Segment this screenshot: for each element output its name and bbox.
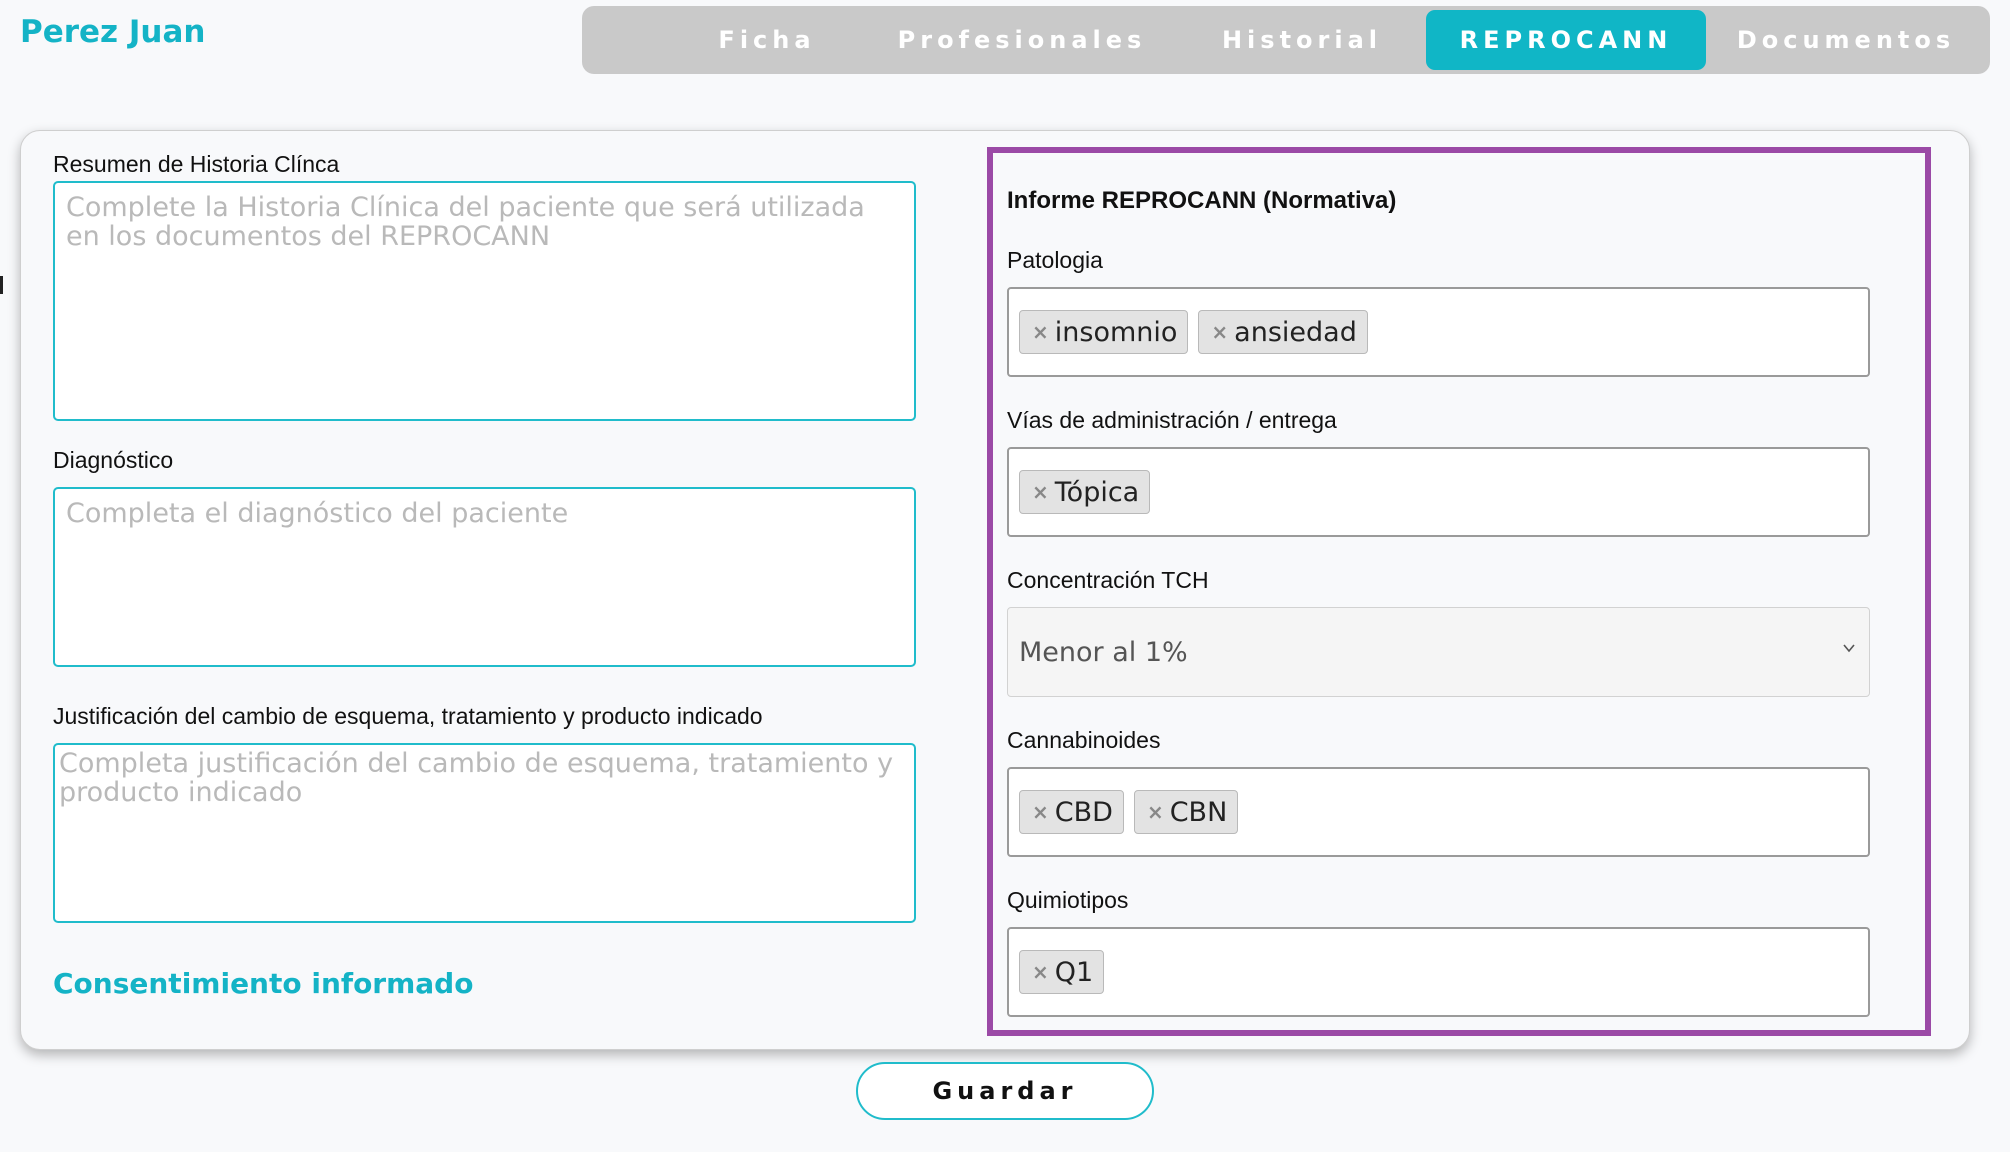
vias-tag-input[interactable] (1007, 447, 1870, 537)
tag-chip (1198, 310, 1367, 354)
quimiotipos-label: Quimiotipos (1007, 887, 1129, 913)
concentracion-label: Concentración TCH (1007, 567, 1209, 593)
tag-label: Q1 (1054, 956, 1094, 988)
chevron-down-icon (1843, 642, 1855, 654)
tab-historial[interactable]: Historial (1221, 26, 1383, 54)
close-icon[interactable]: × (1032, 800, 1049, 824)
quimiotipos-tag-input[interactable] (1007, 927, 1870, 1017)
tag-label: ansiedad (1234, 316, 1357, 348)
justificacion-label: Justificación del cambio de esquema, tratamiento y producto indicado (53, 703, 763, 729)
tag-chip (1134, 790, 1238, 834)
justificacion-textarea[interactable]: Completa justificación del cambio de esquema, tratamiento y producto indicado (53, 743, 916, 923)
tag-label: CBD (1054, 796, 1113, 828)
close-icon[interactable]: × (1146, 800, 1164, 824)
tab-bar (582, 6, 1990, 74)
tag-label: Tópica (1054, 476, 1140, 508)
cannabinoides-tag-input[interactable] (1007, 767, 1870, 857)
patient-name: Perez Juan (20, 14, 206, 50)
tag-label: insomnio (1054, 316, 1178, 348)
tag-chip (1019, 470, 1150, 514)
concentracion-select[interactable] (1007, 607, 1870, 697)
cannabinoides-label: Cannabinoides (1007, 727, 1161, 753)
diagnostico-textarea[interactable]: Completa el diagnóstico del paciente (53, 487, 916, 667)
historia-label: Resumen de Historia Clínca (53, 151, 340, 177)
save-button[interactable]: Guardar (856, 1062, 1154, 1120)
tab-documentos[interactable]: Documentos (1736, 26, 1956, 54)
tab-reprocann[interactable]: REPROCANN (1426, 10, 1706, 70)
panel-title: Informe REPROCANN (Normativa) (1007, 187, 1397, 214)
tab-ficha[interactable]: Ficha (718, 26, 816, 54)
consentimiento-link[interactable]: Consentimiento informado (53, 967, 474, 1000)
tag-label: CBN (1169, 796, 1228, 828)
tab-profesionales[interactable]: Profesionales (897, 26, 1147, 54)
reprocann-report-panel (987, 147, 1931, 1036)
concentracion-value: Menor al 1% (1019, 636, 1188, 668)
close-icon[interactable]: × (1032, 480, 1049, 504)
close-icon[interactable]: × (1211, 320, 1229, 344)
tag-chip (1019, 790, 1124, 834)
close-icon[interactable]: × (1032, 960, 1049, 984)
patologia-tag-input[interactable] (1007, 287, 1870, 377)
vias-label: Vías de administración / entrega (1007, 407, 1337, 433)
diagnostico-label: Diagnóstico (53, 447, 174, 473)
edge-marker (0, 276, 3, 294)
tag-chip (1019, 310, 1188, 354)
tag-chip (1019, 950, 1104, 994)
patologia-label: Patologia (1007, 247, 1103, 273)
close-icon[interactable]: × (1032, 320, 1049, 344)
historia-textarea[interactable]: Complete la Historia Clínica del paciente que será utilizada en los documentos del REPROCANN (53, 181, 916, 421)
reprocann-form-card (20, 130, 1970, 1050)
